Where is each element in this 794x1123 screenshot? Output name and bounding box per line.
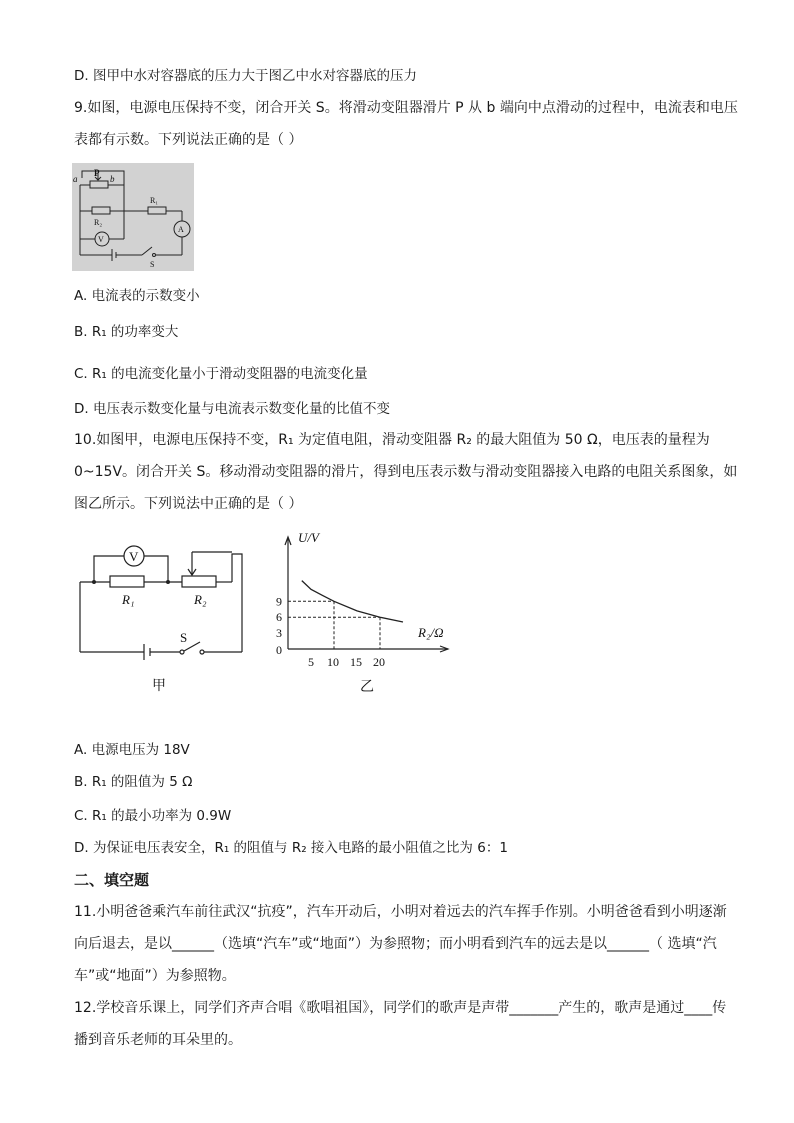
chart-y-tick-6: 6 <box>276 610 282 625</box>
q9-stem-line1: 9.如图，电源电压保持不变，闭合开关 S。将滑动变阻器滑片 P 从 b 端向中点滑动的过程中，电流表和电压 <box>74 100 738 116</box>
q8-option-d: D. 图甲中水对容器底的压力大于图乙中水对容器底的压力 <box>74 68 417 84</box>
q11-stem-line3: 车”或“地面”）为参照物。 <box>74 968 236 984</box>
q10-circuit-figure-jia <box>74 538 249 698</box>
q9-option-d: D. 电压表示数变化量与电流表示数变化量的比值不变 <box>74 401 390 417</box>
q9-stem-line2: 表都有示数。下列说法正确的是（ ） <box>74 132 303 148</box>
q10-option-c: C. R₁ 的最小功率为 0.9W <box>74 808 232 824</box>
chart-y-tick-3: 3 <box>276 626 282 641</box>
q9-option-b: B. R₁ 的功率变大 <box>74 324 179 340</box>
fig9-ammeter-label: A <box>178 225 184 234</box>
q10-option-b: B. R₁ 的阻值为 5 Ω <box>74 774 193 790</box>
q10-stem-line1: 10.如图甲，电源电压保持不变，R₁ 为定值电阻，滑动变阻器 R₂ 的最大阻值为 50 Ω，电压表的量程为 <box>74 432 710 448</box>
chart-x-tick-10: 10 <box>327 655 339 669</box>
q10-option-d: D. 为保证电压表安全，R₁ 的阻值与 R₂ 接入电路的最小阻值之比为 6：1 <box>74 840 508 856</box>
q11-stem-line2: 向后退去，是以______（选填“汽车”或“地面”）为参照物；而小明看到汽车的远去是以______（ 选填“汽 <box>74 936 717 952</box>
fig9-voltmeter-label: V <box>98 235 104 244</box>
q9-option-a: A. 电流表的示数变小 <box>74 288 200 304</box>
fig10-label-r2: R₂ <box>194 592 207 607</box>
fig9-label-a: a <box>73 174 78 184</box>
q10-stem-line2: 0~15V。闭合开关 S。移动滑动变阻器的滑片，得到电压表示数与滑动变阻器接入电路的电阻关系图象，如 <box>74 464 738 480</box>
fig10-caption-jia: 甲 <box>152 679 166 694</box>
q12-stem-line2: 播到音乐老师的耳朵里的。 <box>74 1032 242 1048</box>
q10-chart-yi <box>270 525 470 700</box>
chart-y-tick-9: 9 <box>276 594 282 609</box>
fig10-label-r1: R₁ <box>122 592 135 607</box>
fig10-switch-label: S <box>180 630 188 645</box>
q9-option-c: C. R₁ 的电流变化量小于滑动变阻器的电流变化量 <box>74 366 368 382</box>
fig9-label-r1: R₁ <box>150 196 159 205</box>
section-heading-fill-blank: 二、填空题 <box>74 871 150 889</box>
fig10-voltmeter-label: V <box>129 549 139 564</box>
chart-x-label: R₂/Ω <box>418 625 444 640</box>
chart-x-tick-0: 0 <box>276 643 282 657</box>
fig9-label-b: b <box>110 174 115 184</box>
chart-y-label: U/V <box>298 530 319 545</box>
q9-circuit-figure <box>72 163 194 271</box>
q11-stem-line1: 11.小明爸爸乘汽车前往武汉“抗疫”，汽车开动后，小明对着远去的汽车挥手作别。小明爸爸看到小明逐渐 <box>74 904 727 920</box>
chart-x-tick-20: 20 <box>373 655 385 669</box>
fig9-label-r2: R₂ <box>94 218 103 227</box>
fig9-switch-label: S <box>150 260 155 269</box>
chart-x-tick-5: 5 <box>308 655 314 669</box>
fig9-label-p: P <box>94 168 100 178</box>
chart-caption-yi: 乙 <box>360 680 374 695</box>
chart-series-line-0 <box>302 581 403 622</box>
q10-option-a: A. 电源电压为 18V <box>74 742 190 758</box>
q10-stem-line3: 图乙所示。下列说法中正确的是（ ） <box>74 496 303 512</box>
chart-x-tick-15: 15 <box>350 655 362 669</box>
q12-stem-line1: 12.学校音乐课上，同学们齐声合唱《歌唱祖国》，同学们的歌声是声带_______产生的，歌声是通过____传 <box>74 1000 727 1016</box>
